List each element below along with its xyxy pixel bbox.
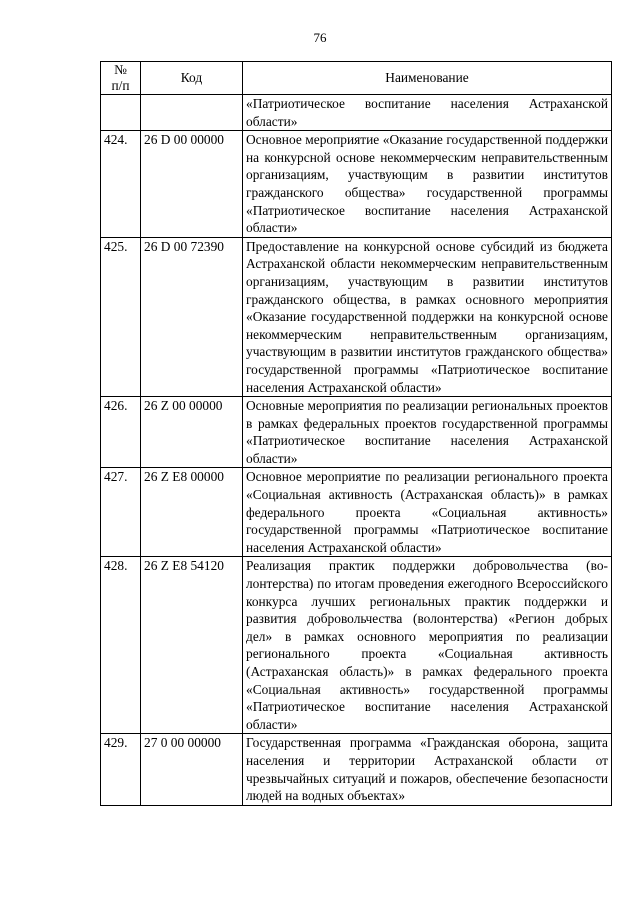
row-code-cell: 27 0 00 00000 bbox=[141, 734, 243, 805]
table-row bbox=[101, 557, 612, 734]
row-name-cell: Основные мероприятия по реализации региональных проектов в рамках федеральных проектов государственной программы «Патриотическое воспитание населения Астраханской области» bbox=[243, 397, 612, 468]
row-name-cell: Предоставление на конкурсной основе субсидий из бюджета Астраханской области некоммерческим неправительственным организациям, участвующим в развитии институтов гражданского общества, в рамках основного мероприятия «Оказание государственной поддержки на конкурсной основе некоммерческим неправительственным организациям, участвующим в развитии институтов гражданского общества» государственной программы «Патриотическое воспитание населения Астраханской области» bbox=[243, 237, 612, 396]
row-code-cell: 26 Z E8 00000 bbox=[141, 468, 243, 557]
table-header-row bbox=[101, 62, 612, 95]
header-number-abbr: п/п bbox=[111, 78, 130, 93]
page-number: 76 bbox=[313, 30, 327, 45]
header-code: Код bbox=[141, 62, 243, 95]
budget-classification-table bbox=[100, 61, 612, 806]
row-name-cell: Основное мероприятие по реализации регионального проекта «Социальная активность (Астраханская область)» в рамках федерального проекта «Социальная активность» государственной программы «Патриотическое воспитание населения Астраханской области» bbox=[243, 468, 612, 557]
row-code-cell: 26 D 00 72390 bbox=[141, 237, 243, 396]
row-number-cell: 426. bbox=[101, 397, 141, 468]
row-name-cell: Основное мероприятие «Оказание государственной поддержки на конкурсной основе некоммерческим неправительственным организациям, участвующим в развитии институтов гражданского общества» государственной программы «Патриотическое воспитание населения Астраханской области» bbox=[243, 131, 612, 238]
row-code-cell bbox=[141, 95, 243, 131]
row-name-cell: Реализация практик поддержки добровольчества (волонтерства) по итогам проведения ежегодного Всероссийского конкурса лучших региональных практик поддержки и развития добровольчества (волонтерства) «Регион добрых дел» в рамках основного мероприятия по реализации регионального проекта «Социальная активность (Астраханская область)» в рамках федерального проекта «Социальная активность» государственной программы «Патриотическое воспитание населения Астраханской области» bbox=[243, 557, 612, 734]
header-number-symbol: № bbox=[114, 62, 127, 77]
table-row bbox=[101, 734, 612, 805]
table-row bbox=[101, 131, 612, 238]
row-number-cell: 427. bbox=[101, 468, 141, 557]
row-number-cell: 424. bbox=[101, 131, 141, 238]
table-row bbox=[101, 397, 612, 468]
row-code-cell: 26 Z 00 00000 bbox=[141, 397, 243, 468]
header-name: Наименование bbox=[243, 62, 612, 95]
row-name-cell: «Патриотическое воспитание населения Астраханской области» bbox=[243, 95, 612, 131]
table-row-continuation bbox=[101, 95, 612, 131]
row-number-cell bbox=[101, 95, 141, 131]
row-number-cell: 428. bbox=[101, 557, 141, 734]
table-row bbox=[101, 237, 612, 396]
row-code-cell: 26 D 00 00000 bbox=[141, 131, 243, 238]
row-name-cell: Государственная программа «Гражданская оборона, защита населения и территории Астраханской области от чрезвычайных ситуаций и пожаров, обеспечение безопасности людей на водных объектах» bbox=[243, 734, 612, 805]
row-number-cell: 429. bbox=[101, 734, 141, 805]
table-row bbox=[101, 468, 612, 557]
row-code-cell: 26 Z E8 54120 bbox=[141, 557, 243, 734]
header-number bbox=[101, 62, 141, 95]
row-number-cell: 425. bbox=[101, 237, 141, 396]
